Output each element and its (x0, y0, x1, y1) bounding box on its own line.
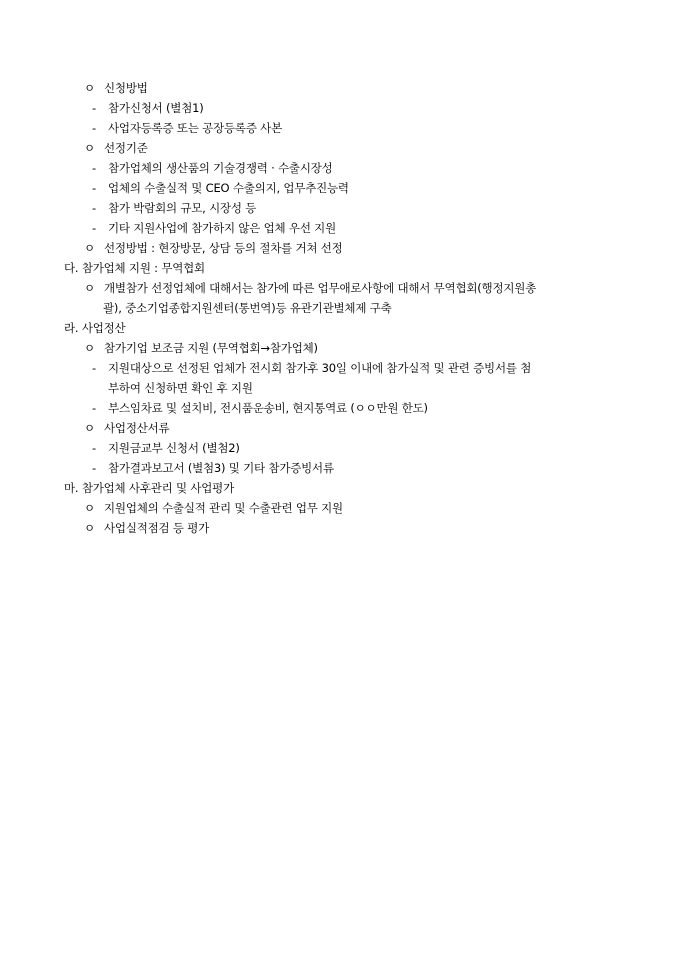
item-text: 개별참가 선정업체에 대해서는 참가에 따른 업무애로사항에 대해서 무역협회(행정지원총 (104, 281, 537, 295)
heading-text: 다. 참가업체 지원 : 무역협회 (64, 261, 205, 275)
item-text: 업체의 수출실적 및 CEO 수출의지, 업무추진능력 (108, 181, 349, 195)
item-text: 사업정산서류 (104, 421, 170, 435)
item-text: 참가결과보고서 (별첨3) 및 기타 참가증빙서류 (108, 461, 334, 475)
item-text: 부스임차료 및 설치비, 전시품운송비, 현지통역료 (ㅇㅇ만원 한도) (108, 401, 428, 415)
dash-marker: - (92, 461, 96, 475)
dash-marker: - (92, 121, 96, 135)
bullet-marker: ㅇ (84, 281, 95, 295)
section-heading (64, 481, 234, 495)
item-text: 기타 지원사업에 참가하지 않은 업체 우선 지원 (108, 221, 337, 235)
item-text: 지원금교부 신청서 (별첨2) (108, 441, 240, 455)
dash-marker: - (92, 401, 96, 415)
heading-text: 라. 사업정산 (64, 321, 126, 335)
circle-item (84, 241, 343, 255)
bullet-marker: ㅇ (84, 341, 95, 355)
dash-item (92, 401, 428, 415)
item-text: 참가기업 보조금 지원 (무역협회→참가업체) (104, 341, 318, 355)
dash-item (92, 161, 333, 175)
bullet-marker: ㅇ (84, 521, 95, 535)
bullet-marker: ㅇ (84, 241, 95, 255)
item-text: 참가신청서 (별첨1) (108, 101, 204, 115)
bullet-marker: ㅇ (84, 81, 95, 95)
dash-marker: - (92, 221, 96, 235)
dash-item (92, 361, 531, 375)
dash-marker: - (92, 181, 96, 195)
item-text: 참가업체의 생산품의 기술경쟁력 · 수출시장성 (108, 161, 333, 175)
item-text: 지원업체의 수출실적 관리 및 수출관련 업무 지원 (104, 501, 343, 515)
item-text: 부하여 신청하면 확인 후 지원 (108, 381, 253, 395)
continuation-line (108, 381, 253, 395)
item-text: 선정기준 (104, 141, 148, 155)
circle-item (84, 421, 169, 435)
circle-item (84, 521, 209, 535)
section-heading (64, 321, 125, 335)
dash-item (92, 461, 334, 475)
section-heading (64, 261, 205, 275)
bullet-marker: ㅇ (84, 421, 95, 435)
heading-text: 마. 참가업체 사후관리 및 사업평가 (64, 481, 235, 495)
item-text: 선정방법 : 현장방문, 상담 등의 절차를 거쳐 선정 (104, 241, 343, 255)
circle-item (84, 501, 343, 515)
continuation-line (103, 301, 392, 315)
circle-item (84, 81, 148, 95)
circle-item (84, 281, 536, 295)
dash-item (92, 441, 240, 455)
dash-marker: - (92, 361, 96, 375)
item-text: 괄), 중소기업종합지원센터(통번역)등 유관기관별체제 구축 (103, 301, 392, 315)
circle-item (84, 141, 148, 155)
item-text: 신청방법 (104, 81, 148, 95)
dash-item (92, 201, 256, 215)
bullet-marker: ㅇ (84, 141, 95, 155)
item-text: 지원대상으로 선정된 업체가 전시회 참가후 30일 이내에 참가실적 및 관련 증빙서를 첨 (108, 361, 532, 375)
dash-marker: - (92, 441, 96, 455)
dash-item (92, 101, 204, 115)
item-text: 참가 박람회의 규모, 시장성 등 (108, 201, 257, 215)
dash-item (92, 181, 349, 195)
dash-item (92, 221, 336, 235)
dash-marker: - (92, 101, 96, 115)
item-text: 사업자등록증 또는 공장등록증 사본 (108, 121, 282, 135)
dash-marker: - (92, 161, 96, 175)
dash-item (92, 121, 282, 135)
bullet-marker: ㅇ (84, 501, 95, 515)
item-text: 사업실적점검 등 평가 (104, 521, 210, 535)
circle-item (84, 341, 318, 355)
dash-marker: - (92, 201, 96, 215)
